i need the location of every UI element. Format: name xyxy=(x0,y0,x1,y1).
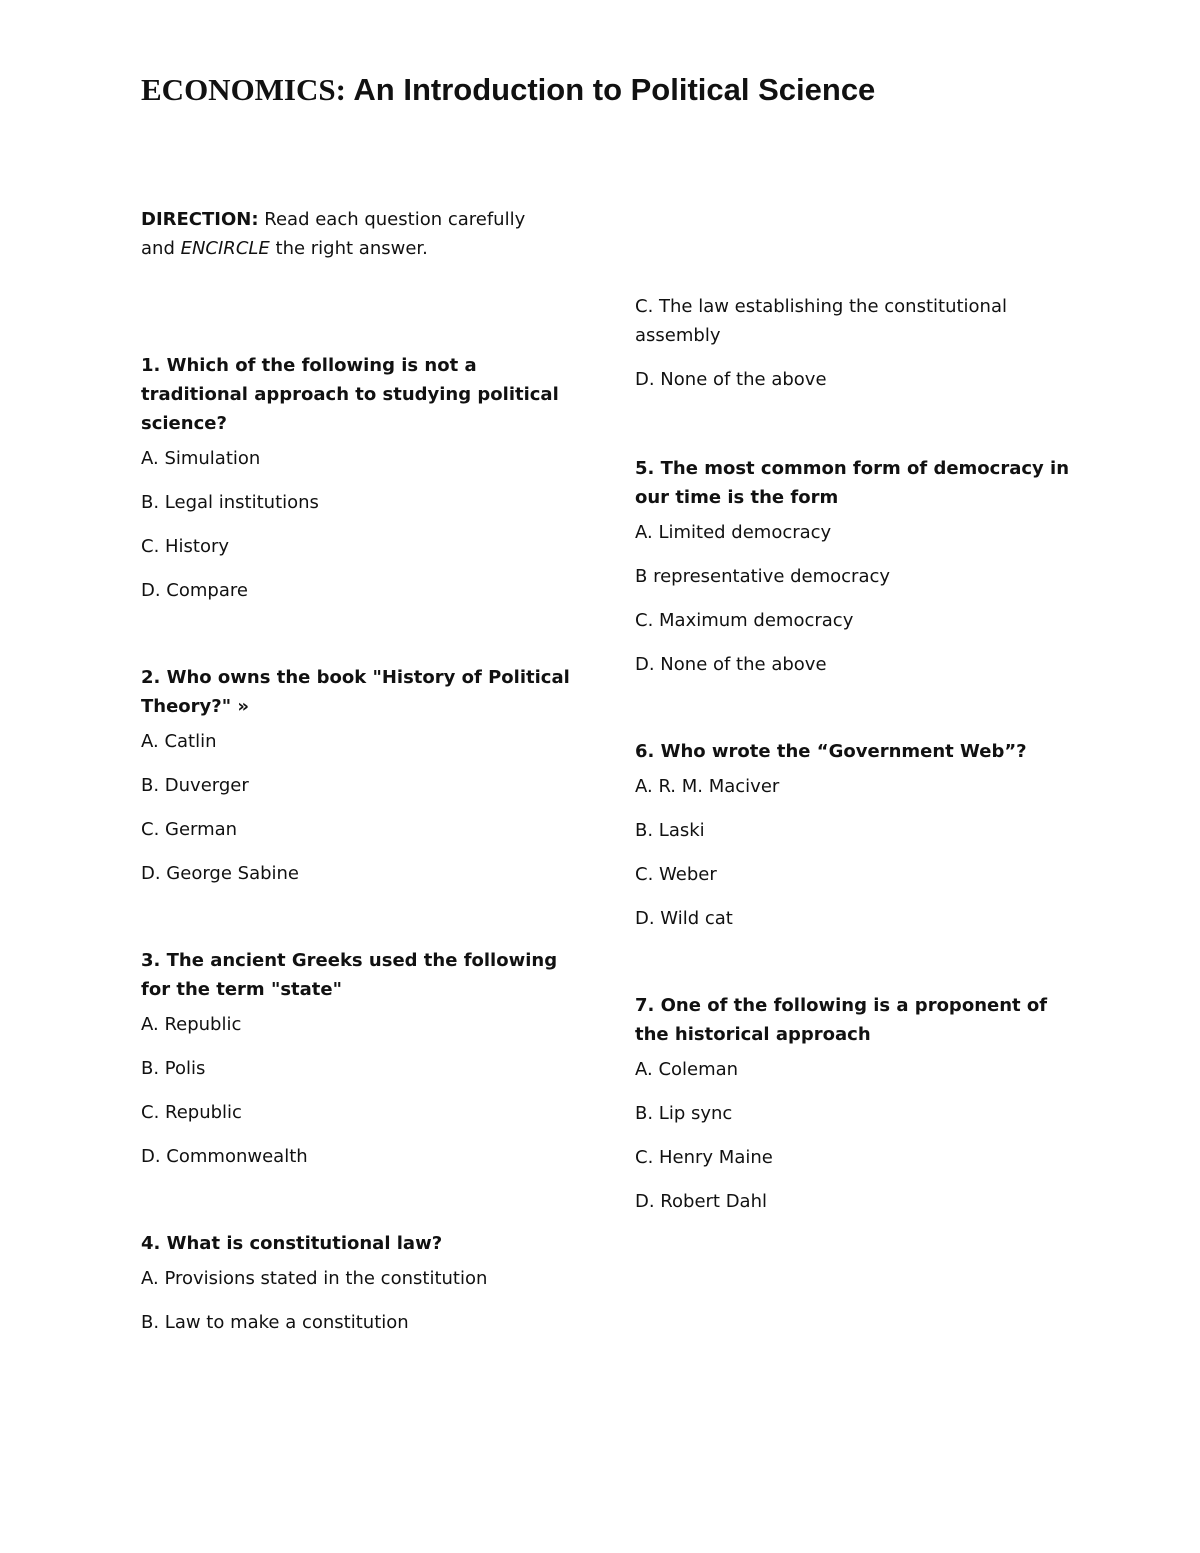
question-text: 4. What is constitutional law? xyxy=(141,1233,443,1254)
question-text: 7. One of the following is a proponent of the historical approach xyxy=(635,995,1048,1045)
answer-option[interactable]: B. Polis xyxy=(141,1058,206,1079)
answer-option[interactable]: B. Legal institutions xyxy=(141,492,319,513)
answer-option[interactable]: A. Simulation xyxy=(141,448,261,469)
answer-option[interactable]: C. Henry Maine xyxy=(635,1147,773,1168)
answer-option[interactable]: B. Law to make a constitution xyxy=(141,1312,409,1333)
answer-option[interactable]: C. History xyxy=(141,536,230,557)
answer-option[interactable]: A. Catlin xyxy=(141,731,217,752)
question-text: 3. The ancient Greeks used the following for the term "state" xyxy=(141,950,558,1000)
answer-option[interactable]: A. Provisions stated in the constitution xyxy=(141,1268,488,1289)
answer-option[interactable]: C. Weber xyxy=(635,864,717,885)
title-main: ECONOMICS: xyxy=(141,72,346,107)
direction-label: DIRECTION: xyxy=(141,209,259,230)
answer-option[interactable]: D. Wild cat xyxy=(635,908,733,929)
direction-text-part2: the right answer. xyxy=(269,238,428,259)
answer-option[interactable]: C. German xyxy=(141,819,238,840)
question-4-continued xyxy=(635,292,1075,394)
question-6 xyxy=(635,737,1075,933)
answer-option[interactable]: A. Limited democracy xyxy=(635,522,832,543)
answer-option[interactable]: D. Robert Dahl xyxy=(635,1191,767,1212)
title-subtitle: An Introduction to Political Science xyxy=(345,72,876,107)
answer-option[interactable]: B. Laski xyxy=(635,820,705,841)
answer-option[interactable]: B. Lip sync xyxy=(635,1103,733,1124)
answer-option[interactable]: D. None of the above xyxy=(635,369,827,390)
question-2 xyxy=(141,663,581,888)
direction-emphasis: ENCIRCLE xyxy=(180,238,270,259)
answer-option[interactable]: D. None of the above xyxy=(635,654,827,675)
answer-option[interactable]: A. Coleman xyxy=(635,1059,739,1080)
answer-option[interactable]: C. The law establishing the constitutional assembly xyxy=(635,296,1007,346)
left-column xyxy=(141,205,581,1352)
answer-option[interactable]: C. Maximum democracy xyxy=(635,610,854,631)
question-text: 1. Which of the following is not a traditional approach to studying political science? xyxy=(141,355,559,434)
question-text: 5. The most common form of democracy in our time is the form xyxy=(635,458,1070,508)
document-title xyxy=(141,68,875,112)
answer-option[interactable]: B representative democracy xyxy=(635,566,891,587)
answer-option[interactable]: D. George Sabine xyxy=(141,863,300,884)
question-7 xyxy=(635,991,1075,1216)
answer-option[interactable]: A. Republic xyxy=(141,1014,242,1035)
right-column xyxy=(635,292,1075,1231)
question-4 xyxy=(141,1229,581,1337)
question-text: 6. Who wrote the “Government Web”? xyxy=(635,741,1027,762)
question-1 xyxy=(141,351,581,605)
answer-option[interactable]: D. Compare xyxy=(141,580,248,601)
answer-option[interactable]: C. Republic xyxy=(141,1102,242,1123)
direction-text xyxy=(141,205,551,263)
answer-option[interactable]: D. Commonwealth xyxy=(141,1146,308,1167)
direction-text-part1: Read each question carefully and xyxy=(141,209,526,259)
question-5 xyxy=(635,454,1075,679)
question-3 xyxy=(141,946,581,1171)
answer-option[interactable]: A. R. M. Maciver xyxy=(635,776,780,797)
answer-option[interactable]: B. Duverger xyxy=(141,775,249,796)
question-text: 2. Who owns the book "History of Political Theory?" » xyxy=(141,667,570,717)
